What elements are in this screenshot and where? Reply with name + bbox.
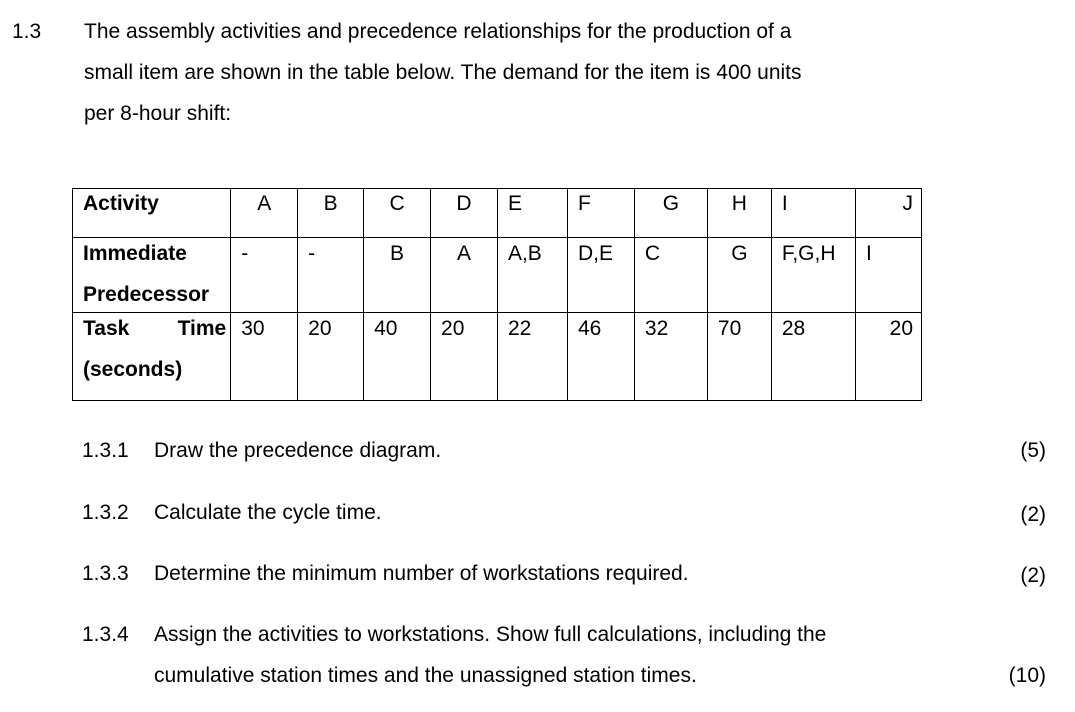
task-time-cell: 22	[497, 313, 567, 401]
activity-cell: C	[364, 189, 431, 238]
subquestion-4	[82, 623, 826, 647]
subquestion-number: 1.3.4	[82, 623, 129, 646]
activity-cell: A	[231, 189, 298, 238]
task-time-header-word1: Task	[83, 317, 130, 340]
activity-cell: E	[497, 189, 567, 238]
predecessor-cell: A,B	[497, 238, 567, 313]
task-time-cell: 46	[567, 313, 634, 401]
task-time-cell: 40	[364, 313, 431, 401]
subquestion-2	[82, 501, 382, 525]
subquestion-text: Calculate the cycle time.	[154, 501, 382, 524]
activity-cell: J	[856, 189, 922, 238]
task-time-header-word2: Time	[177, 317, 227, 340]
subquestion-marks: (2)	[1020, 503, 1046, 526]
predecessor-cell: A	[431, 238, 498, 313]
task-time-cell: 70	[707, 313, 771, 401]
subquestion-number: 1.3.2	[82, 501, 129, 524]
intro-line-1: The assembly activities and precedence relationships for the production of a	[84, 20, 792, 43]
subquestion-3	[82, 562, 689, 586]
predecessor-cell: D,E	[567, 238, 634, 313]
task-time-cell: 20	[431, 313, 498, 401]
intro-line-2: small item are shown in the table below. The demand for the item is 400 units	[84, 61, 802, 84]
predecessor-cell: I	[856, 238, 922, 313]
subquestion-text: Determine the minimum number of workstations required.	[154, 562, 689, 585]
subquestion-number: 1.3.1	[82, 439, 129, 462]
task-time-header-line2: (seconds)	[83, 358, 183, 381]
predecessor-header-line2: Predecessor	[83, 283, 210, 306]
activity-row	[73, 189, 922, 238]
task-time-row	[73, 313, 922, 401]
predecessor-cell: G	[707, 238, 771, 313]
subquestion-marks: (10)	[1008, 664, 1046, 687]
activity-cell: G	[634, 189, 707, 238]
subquestion-number: 1.3.3	[82, 562, 129, 585]
task-time-cell: 20	[856, 313, 922, 401]
task-time-cell: 32	[634, 313, 707, 401]
intro-line-3: per 8-hour shift:	[84, 102, 232, 125]
subquestion-text: Draw the precedence diagram.	[154, 439, 442, 462]
predecessor-cell: -	[231, 238, 298, 313]
task-time-cell: 28	[771, 313, 855, 401]
predecessor-cell: B	[364, 238, 431, 313]
predecessor-cell: -	[298, 238, 364, 313]
task-time-cell: 30	[231, 313, 298, 401]
subquestion-marks: (2)	[1020, 564, 1046, 587]
task-time-cell: 20	[298, 313, 364, 401]
predecessor-header	[73, 238, 231, 313]
activity-cell: H	[707, 189, 771, 238]
activity-cell: D	[431, 189, 498, 238]
subquestion-marks: (5)	[1020, 439, 1046, 462]
subquestion-4-line2: cumulative station times and the unassigned station times.	[154, 664, 697, 687]
activity-cell: B	[298, 189, 364, 238]
activity-cell: I	[771, 189, 855, 238]
subquestion-1	[82, 439, 441, 463]
task-time-header	[73, 313, 231, 401]
question-number: 1.3	[12, 20, 42, 43]
predecessor-row	[73, 238, 922, 313]
subquestion-text: Assign the activities to workstations. Show full calculations, including the	[154, 623, 827, 646]
predecessor-cell: C	[634, 238, 707, 313]
activity-table	[72, 188, 922, 401]
predecessor-cell: F,G,H	[771, 238, 855, 313]
predecessor-header-line1: Immediate	[83, 242, 187, 265]
activity-cell: F	[567, 189, 634, 238]
activity-header: Activity	[73, 189, 231, 238]
